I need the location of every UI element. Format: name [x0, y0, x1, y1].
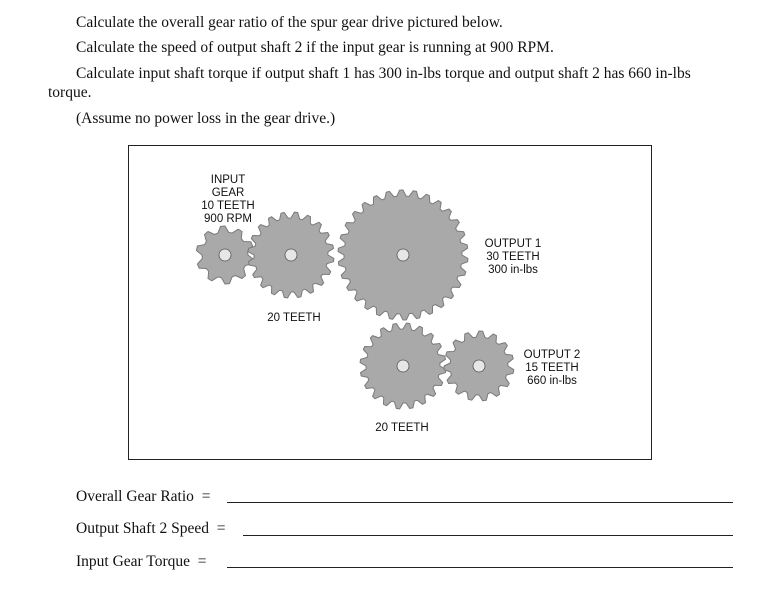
output-1-label	[475, 238, 551, 277]
output-2-label	[514, 349, 590, 388]
output-1-teeth: 30 TEETH	[486, 251, 540, 263]
gear-ratio-label: Overall Gear Ratio	[76, 488, 194, 505]
output-speed-answer-line[interactable]	[243, 535, 733, 536]
assumption-note: (Assume no power loss in the gear drive.)	[76, 110, 336, 127]
input-gear-teeth: 10 TEETH	[201, 200, 255, 212]
equals-sign: =	[197, 553, 207, 570]
instruction-input-torque-cont: torque.	[48, 84, 92, 101]
input-gear-label-line: GEAR	[211, 187, 245, 199]
idler-lower-label	[367, 422, 437, 435]
idler-gear-lower-shaft-hole	[397, 360, 409, 372]
equals-sign: =	[201, 488, 211, 505]
gear-ratio-answer-line[interactable]	[227, 502, 733, 503]
idler-upper-label	[259, 312, 329, 325]
output-2-torque: 660 in-lbs	[527, 375, 577, 387]
input-torque-answer-line[interactable]	[227, 567, 733, 568]
answer-row-gear-ratio	[76, 488, 210, 506]
output-1-title: OUTPUT 1	[484, 238, 542, 250]
idler-lower-teeth: 20 TEETH	[375, 422, 429, 434]
idler-gear-upper-shaft-hole	[285, 249, 297, 261]
input-gear-rpm: 900 RPM	[204, 213, 252, 225]
input-gear-shaft-hole	[219, 249, 231, 261]
output-1-gear-shaft-hole	[397, 249, 409, 261]
gear-drive-diagram	[128, 145, 652, 460]
output-2-gear-shaft-hole	[473, 360, 485, 372]
equals-sign: =	[216, 520, 226, 537]
input-gear-label-line: INPUT	[210, 174, 246, 186]
idler-upper-teeth: 20 TEETH	[267, 312, 321, 324]
output-speed-label: Output Shaft 2 Speed	[76, 520, 210, 537]
answer-row-input-torque	[76, 553, 206, 571]
instruction-output-speed: Calculate the speed of output shaft 2 if the input gear is running at 900 RPM.	[76, 39, 554, 56]
instruction-input-torque: Calculate input shaft torque if output shaft 1 has 300 in-lbs torque and output shaft 2 has 660 in-lbs	[76, 65, 691, 82]
output-2-teeth: 15 TEETH	[525, 362, 579, 374]
input-gear-label	[193, 174, 263, 226]
instruction-gear-ratio: Calculate the overall gear ratio of the spur gear drive pictured below.	[76, 14, 503, 31]
output-2-title: OUTPUT 2	[523, 349, 581, 361]
answer-row-output-speed	[76, 520, 226, 538]
input-torque-label: Input Gear Torque	[76, 553, 190, 570]
output-1-torque: 300 in-lbs	[488, 264, 538, 276]
